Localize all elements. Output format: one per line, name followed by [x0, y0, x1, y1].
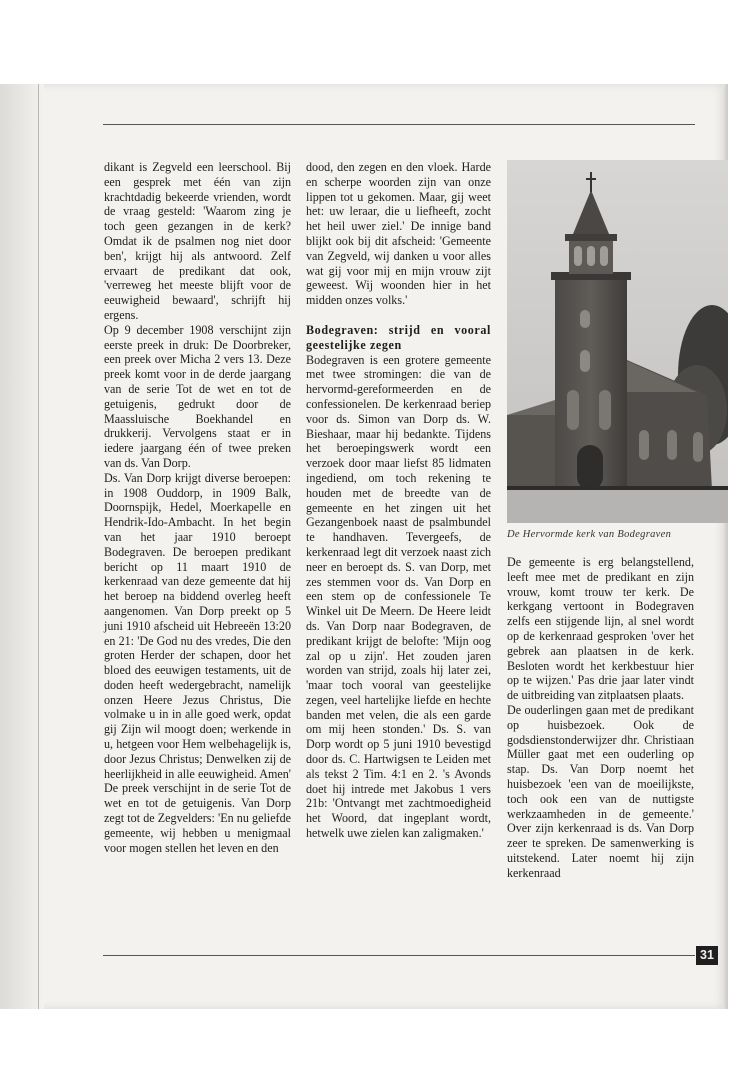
paragraph: Ds. Van Dorp krijgt diverse beroepen: in 1908 Ouddorp, in 1909 Balk, Doornspijk, Hedel, Moerkapelle en Hendrik-Ido-Ambacht. In het begin van het jaar 1910 beroept Bodegraven. De beroepen predikant bericht op 11 maart 1910 de kerkenraad van deze gemeente dat hij het beroep na biddend overleg heeft aangenomen. Van Dorp preekt op 5 juni 1910 afscheid uit Hebreeën 13:20 en 21: 'De God nu des vredes, Die den groten Herder der schapen, door het bloed des eeuwigen testaments, uit de doden heeft wedergebracht, namelijk onzen Heere Jezus Christus, Die volmake u in in alle goed werk, opdat gij Zijn wil moogt doen; werkende in u, hetgeen voor Hem welbehagelijk is, door Jezus Christus; Denwelken zij de heerlijkheid in alle eeuwigheid. Amen' De preek verschijnt in de serie Tot de wet en tot de getuigenis. Van Dorp zegt tot de Zegvelders: 'En nu geliefde gemeente, wij hebben u menigmaal voor mogen stellen het leven en den [104, 470, 291, 855]
binding-line [38, 84, 39, 1009]
paragraph: De gemeente is erg belangstellend, leeft mee met de predikant en zijn vrouw, komt trouw ter kerk. De kerkgang vertoont in Bodegraven zelfs een stijgende lijn, al snel wordt op de kerkenraad gesproken 'over het gebrek aan plaatsen in de kerk. Besloten wordt het kerkbestuur hier op te wijzen.' Pas drie jaar later vindt de uitbreiding van zitplaatsen plaats. [507, 555, 694, 703]
text-column-2 [306, 160, 491, 841]
section-heading: Bodegraven: strijd en vooral geestelijke zegen [306, 322, 491, 352]
photo-caption: De Hervormde kerk van Bodegraven [507, 529, 672, 540]
paragraph: Op 9 december 1908 verschijnt zijn eerste preek in druk: De Doorbreker, een preek over Micha 2 vers 13. Deze preek komt voor in de derde jaargang van de serie Tot de wet en tot de getuigenis, gedrukt door de Maassluische Boekhandel en drukkerij. Vervolgens staat er in iedere jaargang één of twee preken van ds. Van Dorp. [104, 322, 291, 470]
paragraph: De ouderlingen gaan met de predikant op huisbezoek. Ook de godsdienstonderwijzer dhr. Christiaan Müller gaat met een ouderling op stap. Ds. Van Dorp noemt het huisbezoek 'een van de moeilijkste, toch ook een van de nuttigste werkzaamheden in de gemeente.' Over zijn kerkenraad is ds. Van Dorp zeer te spreken. De samenwerking is uitstekend. Later noemt hij zijn kerkenraad [507, 702, 694, 880]
paragraph: dikant is Zegveld een leerschool. Bij een gesprek met één van zijn krachtdadig bekeerde vrienden, wordt de vraag gesteld: 'Waarom zing je toch geen gezangen in de kerk? Omdat ik de psalmen nog niet door ben', krijgt hij als antwoord. Zelf ervaart de predikant dat ook, 'verreweg het meeste blijft voor de eeuwigheid bewaard', schrijft hij ergens. [104, 160, 291, 322]
text-column-1 [104, 160, 291, 855]
paragraph: dood, den zegen en den vloek. Harde en scherpe woorden zijn van onze lippen tot u gekomen. Maar, gij weet het: uw leraar, die u liefheeft, zocht het heil uwer ziel.' De innige band blijkt ook bij dit afscheid: 'Gemeente van Zegveld, wij danken u voor alles wat gij voor mij en mijn vrouw zijt geweest. Wij woonden hier in het midden onzes volks.' [306, 160, 491, 308]
text-column-3 [507, 555, 694, 881]
paragraph: Bodegraven is een grotere gemeente met twee stromingen: die van de hervormd-gereformeerden en de confessionelen. De kerkenraad beriep voor ds. Simon van Dorp ds. W. Bieshaar, maar hij bedankte. Tijdens het beroepingswerk wordt een verzoek door maar liefst 85 lidmaten ingediend, om toch rekening te houden met de breedte van de gemeente en het zingen uit het Gezangenboek naast de psalmbundel te handhaven. Tevergeefs, de kerkenraad legt dit verzoek naast zich neer en beroept ds. S. van Dorp, met zes stemmen voor ds. Van Dorp en een stem op de confessionele Te Winkel uit De Meern. De Heere leidt ds. Van Dorp naar Bodegraven, de predikant krijgt de belofte: 'Mijn oog zal op u zijn'. Het zouden jaren worden van strijd, zoals hij later zei, 'maar toch vooral van geestelijke zegen, veel hartelijke liefde en hechte banden met velen, die als een garde om mij heen stonden.' Ds. S. van Dorp wordt op 5 juni 1910 bevestigd door ds. C. Hartwigsen te Leiden met als tekst 2 Tim. 4:1 en 2. 's Avonds doet hij intrede met Jakobus 1 vers 21b: 'Ontvangt met zachtmoedigheid het Woord, dat ingeplant wordt, hetwelk uwe zielen kan zaligmaken.' [306, 352, 491, 841]
top-rule [103, 124, 695, 125]
page-number: 31 [696, 946, 718, 965]
bottom-rule [103, 955, 695, 956]
church-photo [507, 160, 728, 523]
